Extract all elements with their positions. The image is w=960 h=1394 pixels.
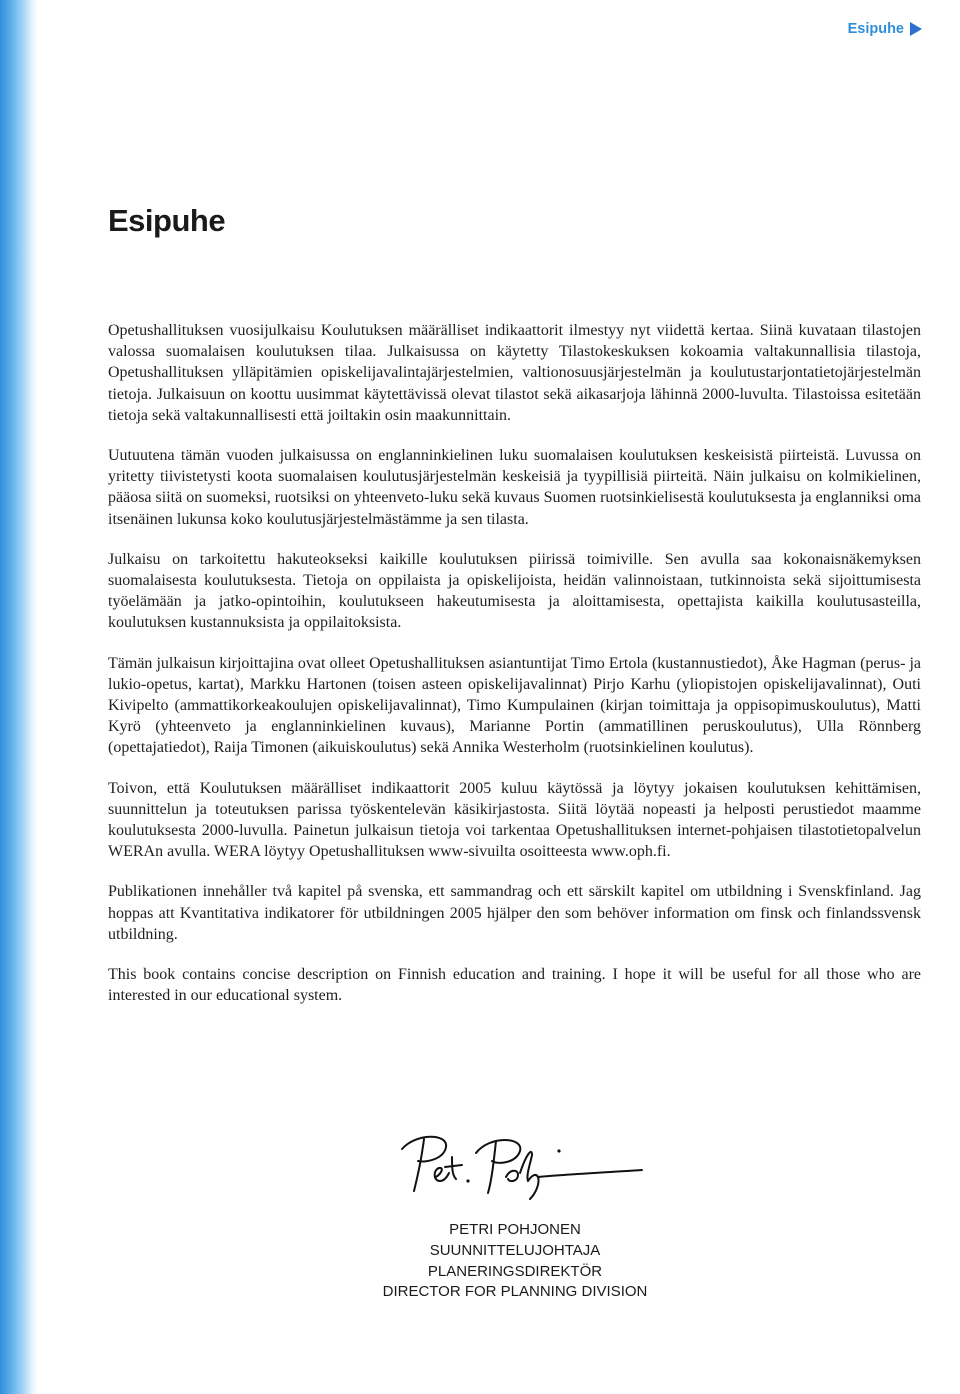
side-color-band: [0, 0, 38, 1394]
paragraph-swedish: Publikationen innehåller två kapitel på svenska, ett sammandrag och ett särskilt kapitel om utbildning i Svenskfinland. Jag hoppas att Kvantitativa indikatorer för utbildningen 2005 hjälper den som behöver information om finsk och finlandssvensk utbildning.: [108, 883, 921, 943]
signer-block: [370, 1220, 660, 1303]
running-head: [848, 19, 922, 39]
triangle-right-icon: [910, 22, 922, 36]
paragraph-intro: Opetushallituksen vuosijulkaisu Koulutuksen määrälliset indikaattorit ilmestyy nyt viidettä kertaa. Siinä kuvataan tilastojen valossa suomalaisen koulutuksen tilaa. Julkaisussa on käytetty Tilastokeskuksen kokoamia valtakunnallisia tilastoja, Opetushallituksen ylläpitämien opiskelijavalintajärjestelmien, valtionosuusjärjestelmän ja koulutustarjontatietojärjestelmän tietoja. Julkaisuun on koottu uusimmat käytettävissä olevat tilastot sekä aikasarjoja lähinnä 2000-luvulta. Tilastoissa esitetään tietoja sekä valtakunnallisesti että joiltakin osin maakunnittain.: [108, 322, 921, 424]
signer-title-sv: PLANERINGSDIREKTÖR: [427, 1262, 603, 1280]
signer-name: PETRI POHJONEN: [449, 1221, 581, 1238]
paragraph-wishes: Toivon, että Koulutuksen määrälliset indikaattorit 2005 kuluu käytössä ja löytyy jokaisen koulutuksen kehittämisen, suunnittelun ja toteutuksen parissa työskentelevän käsikirjastosta. Siitä löytää nopeasti ja helposti perustiedot maamme koulutuksesta 2000-luvulla. Painetun julkaisun tietoja voi tarkentaa Opetushallituksen internet-pohjaisen tilastotietopalvelun WERAn avulla. WERA löytyy Opetushallituksen www-sivuilta osoitteesta www.oph.fi.: [108, 779, 921, 861]
paragraph-english-chapter: Uutuutena tämän vuoden julkaisussa on englanninkielinen luku suomalaisen koulutuksen keskeisistä piirteistä. Luvussa on yritetty tiivistetysti koota suomalaisen koulutusjärjestelmän keskeisiä ja tyypillisiä piirteitä. Näin julkaisu on kolmikielinen, pääosa siitä on suomeksi, ruotsiksi on yhteenveto-luku sekä kuvaus Suomen ruotsinkielisestä koulutuksesta ja englanniksi oma itsenäinen lukunsa koko koulutusjärjestelmästämme ja sen tilasta.: [108, 447, 921, 528]
handwritten-signature: [396, 1125, 646, 1203]
paragraph-english: This book contains concise description on Finnish education and training. I hope it will be useful for all those who are interested in our educational system.: [108, 966, 921, 1005]
signer-title-en: DIRECTOR FOR PLANNING DIVISION: [382, 1283, 648, 1301]
running-head-label: Esipuhe: [847, 21, 904, 37]
paragraph-purpose: Julkaisu on tarkoitettu hakuteokseksi kaikille koulutuksen piirissä toimiville. Sen avulla saa kokonaisnäkemyksen suomalaisesta koulutuksesta. Tietoja on oppilaista ja opiskelijoista, heidän valinnoistaan, tutkinnoista sekä sijoittumisesta työelämään ja jatko-opintoihin, koulutukseen hakeutumisesta ja aloittamisesta, opettajista kaikilla koulutusasteilla, koulutuksen kustannuksista ja oppilaitoksista.: [108, 550, 921, 632]
page-title: Esipuhe: [108, 203, 226, 238]
signer-title-fi: SUUNNITTELUJOHTAJA: [429, 1241, 601, 1259]
paragraph-authors: Tämän julkaisun kirjoittajina ovat olleet Opetushallituksen asiantuntijat Timo Ertola (kustannustiedot), Åke Hagman (perus- ja lukio-opetus, kartat), Markku Hartonen (toisen asteen opiskelijavalinnat) Pirjo Karhu (yliopistojen opiskelijavalinnat), Outi Kivipelto (ammattikorkeakoulujen opiskelijavalinnat), Timo Kumpulainen (kirjan toimittaja ja oppisopimuskoulutus), Matti Kyrö (yhteenveto ja englanninkielinen kuvaus), Marianne Portin (ammatillinen peruskoulutus), Ulla Rönnberg (opettajatiedot), Raija Timonen (aikuiskoulutus) sekä Annika Westerholm (ruotsinkielinen koulutus).: [108, 654, 921, 757]
body-text: [108, 320, 921, 1025]
